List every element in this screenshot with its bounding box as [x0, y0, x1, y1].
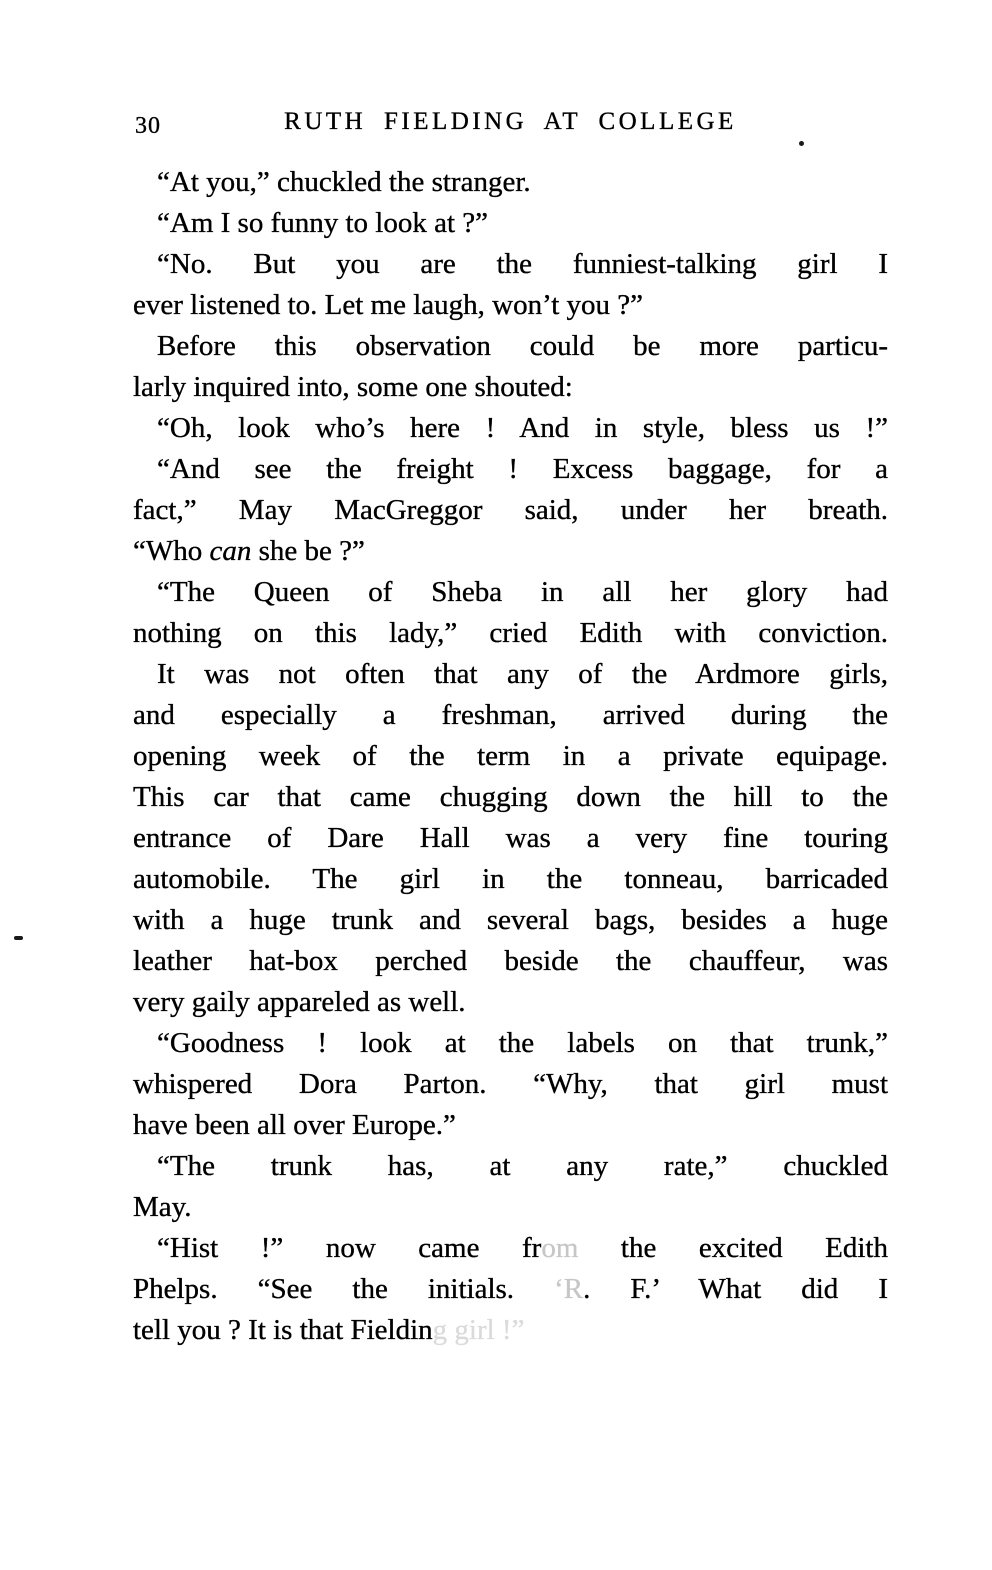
- text-line: entrance of Dare Hall was a very fine touring: [133, 822, 888, 854]
- text-line: “The Queen of Sheba in all her glory had: [157, 576, 888, 608]
- header-title: RUTH FIELDING AT COLLEGE: [284, 108, 737, 135]
- text-line: “Hist !” now came from the excited Edith: [157, 1232, 888, 1264]
- text-line: This car that came chugging down the hill to the: [133, 781, 888, 813]
- text-line: whispered Dora Parton. “Why, that girl must: [133, 1068, 888, 1100]
- text-line: “At you,” chuckled the stranger.: [157, 166, 531, 198]
- paragraph: [133, 162, 888, 203]
- text-line: Before this observation could be more particu-: [157, 330, 888, 362]
- text-line: ever listened to. Let me laugh, won’t you ?”: [133, 289, 644, 321]
- text-block: [133, 162, 888, 1351]
- text-line: nothing on this lady,” cried Edith with conviction.: [133, 617, 888, 649]
- scan-speck-artifact: [14, 936, 23, 940]
- text-line: larly inquired into, some one shouted:: [133, 371, 573, 403]
- text-line: “Who can she be ?”: [133, 535, 365, 567]
- scan-speck-artifact: [799, 141, 804, 146]
- paragraph: [133, 572, 888, 654]
- text-line: automobile. The girl in the tonneau, barricaded: [133, 863, 888, 895]
- text-line: It was not often that any of the Ardmore girls,: [157, 658, 888, 690]
- paragraph: [133, 654, 888, 1023]
- text-line: and especially a freshman, arrived during the: [133, 699, 888, 731]
- text-line: with a huge trunk and several bags, besides a huge: [133, 904, 888, 936]
- text-line: “Am I so funny to look at ?”: [157, 207, 489, 239]
- text-line: “Goodness ! look at the labels on that trunk,”: [157, 1027, 888, 1059]
- text-line: have been all over Europe.”: [133, 1109, 456, 1141]
- text-line: opening week of the term in a private equipage.: [133, 740, 888, 772]
- paragraph: [133, 408, 888, 449]
- text-line: May.: [133, 1191, 192, 1223]
- paragraph: [133, 449, 888, 572]
- paragraph: [133, 326, 888, 408]
- text-line: “Oh, look who’s here ! And in style, bless us !”: [157, 412, 888, 444]
- text-line: very gaily appareled as well.: [133, 986, 466, 1018]
- text-line: leather hat-box perched beside the chauffeur, was: [133, 945, 888, 977]
- paragraph: [133, 1023, 888, 1146]
- text-line: “And see the freight ! Excess baggage, for a: [157, 453, 888, 485]
- text-line: tell you ? It is that Fielding girl !”: [133, 1314, 525, 1346]
- paragraph: [133, 244, 888, 326]
- paragraph: [133, 1228, 888, 1351]
- text-line: “No. But you are the funniest-talking girl I: [157, 248, 888, 280]
- paragraph: [133, 1146, 888, 1228]
- text-line: Phelps. “See the initials. ‘R. F.’ What did I: [133, 1273, 888, 1305]
- text-line: fact,” May MacGreggor said, under her breath.: [133, 494, 888, 526]
- running-head: [133, 108, 888, 142]
- page-number: 30: [135, 113, 161, 139]
- paragraph: [133, 203, 888, 244]
- text-line: “The trunk has, at any rate,” chuckled: [157, 1150, 888, 1182]
